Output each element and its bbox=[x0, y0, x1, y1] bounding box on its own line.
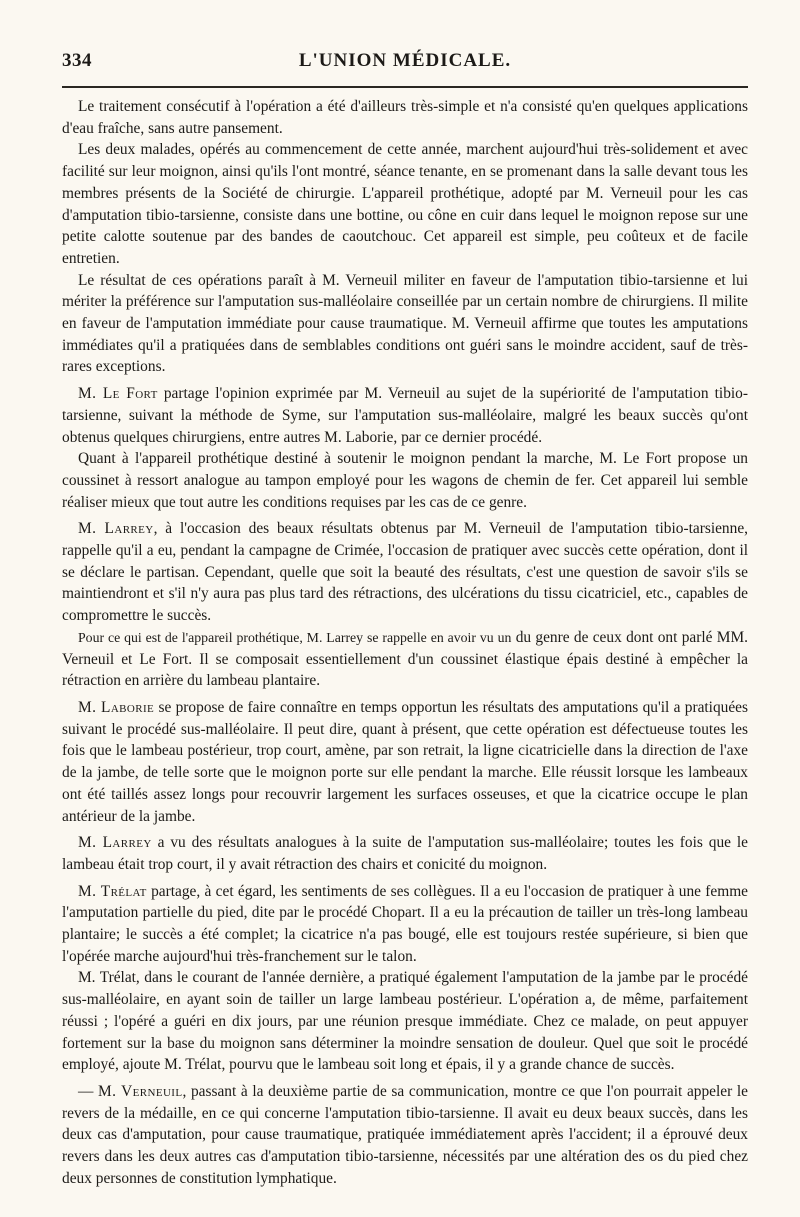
page-header bbox=[62, 50, 748, 84]
paragraph bbox=[62, 383, 748, 448]
running-title: L'UNION MÉDICALE. bbox=[298, 50, 512, 71]
header-rule bbox=[62, 86, 748, 88]
paragraph-text: Le résultat de ces opérations paraît à M. Verneuil militer en faveur de l'amputation tibio-tarsienne et lui mériter la préférence sur l'amputation sus-malléolaire conseillée par un certain nombre de chirurgiens. Il milite en faveur de l'amputation immédiate pour cause traumatique. M. Verneuil affirme que toutes les amputations immédiates qu'il a pratiquées dans de semblables conditions ont guéri sans le moindre accident, sauf de très-rares exceptions. bbox=[62, 271, 748, 376]
paragraph bbox=[62, 448, 748, 513]
paragraph-text: , à l'occasion des beaux résultats obtenus par M. Verneuil de l'amputation tibio-tarsienne, rappelle qu'il a eu, pendant la campagne de Crimée, l'occasion de pratiquer avec succès cette opération, dont il se déclare le partisan. Cependant, quelle que soit la beauté des résultats, c'est une question de savoir s'ils se maintiendront et s'il n'y aura pas plus tard des rétractions, des ulcérations du tissu cicatriciel, etc., capables de compromettre le succès. bbox=[62, 520, 749, 625]
paragraph bbox=[62, 832, 748, 875]
paragraph bbox=[62, 518, 748, 627]
paragraph-text: du genre de ceux dont ont parlé MM. Verneuil et Le Fort. Il se composait essentiellement d'un coussinet élastique épais destiné à empêcher la rétraction en arrière du lambeau plantaire. bbox=[62, 628, 748, 690]
paragraph-text: partage, à cet égard, les sentiments de ses collègues. Il a eu l'occasion de pratiquer à une femme l'amputation partielle du pied, dite par le procédé Chopart. Il a eu la précaution de tailler un très-long lambeau plantaire; le succès a été complet; la cicatrice n'a pas bougé, elle est toujours restée supérieure, si bien que l'opérée marche aujourd'hui très-franchement sur le talon. bbox=[62, 882, 749, 965]
paragraph-text-small: Pour ce qui est de l'appareil prothétique, M. Larrey se rappelle en avoir vu un bbox=[78, 629, 512, 645]
dash-prefix: — bbox=[78, 1082, 99, 1100]
paragraph bbox=[62, 881, 748, 968]
speaker-name: M. Larrey bbox=[78, 520, 154, 538]
paragraph-text: partage l'opinion exprimée par M. Verneuil au sujet de la supériorité de l'amputation tibio-tarsienne, suivant la méthode de Syme, sur l'amputation sus-malléolaire, malgré les beaux succès qu'ont obtenus quelques chirurgiens, entre autres M. Laborie, par ce dernier procédé. bbox=[62, 385, 748, 446]
body-text bbox=[62, 96, 748, 1189]
paragraph-text: Les deux malades, opérés au commencement de cette année, marchent aujourd'hui très-solidement et avec facilité sur leur moignon, ainsi qu'ils l'ont montré, séance tenante, en se promenant dans la salle devant tous les membres présents de la Société de chirurgie. L'appareil prothétique, adopté par M. Verneuil pour les cas d'amputation tibio-tarsienne, consiste dans une bottine, ou cône en cuir dans lequel le moignon repose sur une petite calotte soutenue par des bandes de caoutchouc. Cet appareil est simple, peu coûteux et de facile entretien. bbox=[62, 141, 748, 267]
speaker-name: M. Trélat bbox=[78, 882, 147, 900]
speaker-name: M. Le Fort bbox=[78, 385, 158, 403]
page-number: 334 bbox=[62, 50, 92, 71]
paragraph bbox=[62, 1081, 748, 1190]
speaker-name: M. Larrey bbox=[78, 834, 152, 852]
speaker-name: M. Laborie bbox=[78, 698, 155, 716]
paragraph-text: Quant à l'appareil prothétique destiné à soutenir le moignon pendant la marche, M. Le Fort propose un coussinet à ressort analogue au tampon employé pour les wagons de chemin de fer. Cet appareil lui semble réaliser mieux que tout autre les conditions requises par les cas de ce genre. bbox=[62, 450, 748, 511]
paragraph bbox=[62, 697, 748, 827]
paragraph-text: se propose de faire connaître en temps opportun les résultats des amputations qu'il a pratiquées suivant le procédé sus-malléolaire. Il peut dire, quant à présent, que cette opération est défectueuse toutes les fois que le lambeau postérieur, trop court, amène, par son retrait, la ligne cicatricielle dans la direction de l'axe de la jambe, de telle sorte que le moignon porte sur elle pendant la marche. Elle réussit lorsque les lambeaux ont été taillés assez longs pour recouvrir largement les surfaces osseuses, et que la cicatrice occupe le plan antérieur de la jambe. bbox=[62, 698, 748, 825]
paragraph bbox=[62, 967, 748, 1076]
paragraph-text: , passant à la deuxième partie de sa communication, montre ce que l'on pourrait appeler le revers de la médaille, en ce qui concerne l'amputation tibio-tarsienne. Il avait eu deux beaux succès, dans les deux cas d'amputation, pour cause traumatique, pratiquée immédiatement après l'accident; il a éprouvé deux revers dans les deux autres cas d'amputation tibio-tarsienne, nécessités par une altération des os du pied chez deux personnes de constitution lymphatique. bbox=[62, 1082, 748, 1187]
paragraph-text: M. Trélat, dans le courant de l'année dernière, a pratiqué également l'amputation de la jambe par le procédé sus-malléolaire, en ayant soin de tailler un large lambeau postérieur. L'opération a, de même, parfaitement réussi ; l'opéré a guéri en dix jours, par une réunion presque immédiate. Chez ce malade, on peut appuyer fortement sur la base du moignon sans déterminer la moindre sensation de douleur. Quel que soit le procédé employé, ajoute M. Trélat, pourvu que le lambeau soit long et épais, il y a grande chance de succès. bbox=[62, 969, 748, 1074]
paragraph bbox=[62, 627, 748, 692]
paragraph-text: Le traitement consécutif à l'opération a été d'ailleurs très-simple et n'a consisté qu'en quelques applications d'eau fraîche, sans autre pansement. bbox=[62, 98, 748, 137]
paragraph bbox=[62, 139, 748, 269]
paragraph bbox=[62, 270, 748, 379]
speaker-name: M. Verneuil bbox=[98, 1082, 183, 1100]
paragraph bbox=[62, 96, 748, 139]
paragraph-text: a vu des résultats analogues à la suite de l'amputation sus-malléolaire; toutes les fois que le lambeau était trop court, il y avait rétraction des chairs et conicité du moignon. bbox=[62, 834, 748, 873]
